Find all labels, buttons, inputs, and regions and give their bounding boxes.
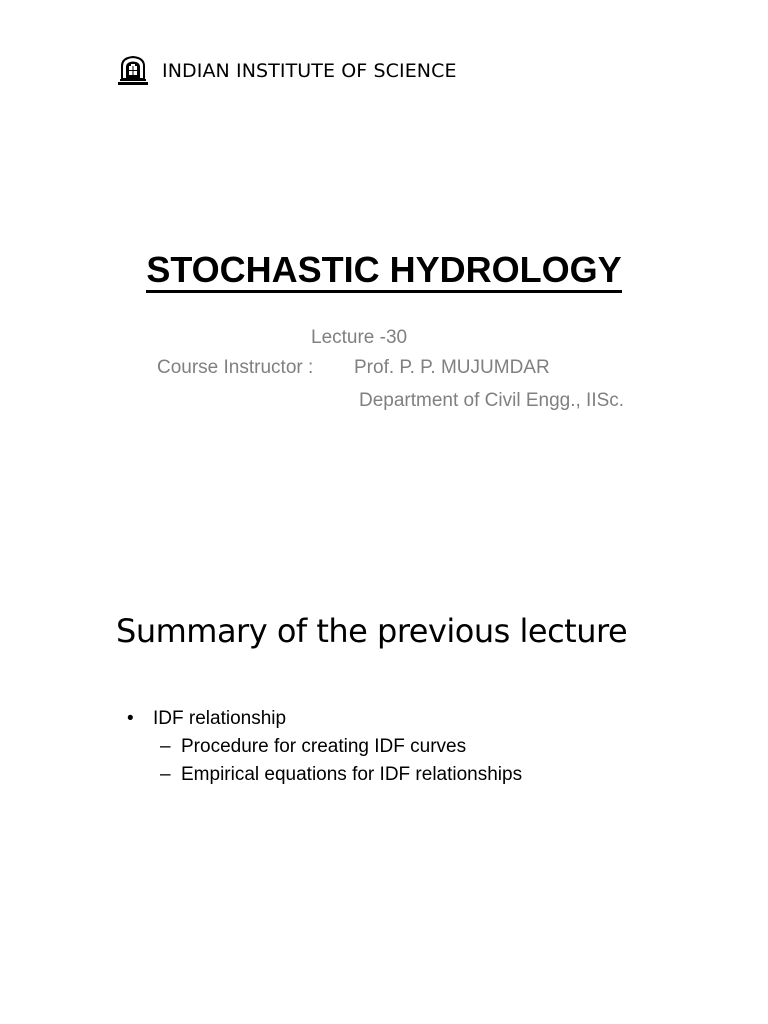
summary-list <box>127 705 522 789</box>
instructor-label: Course Instructor : <box>157 357 314 378</box>
sub-list-item <box>160 733 522 761</box>
sub-list-item <box>160 761 522 789</box>
bullet-row <box>127 705 522 733</box>
list-item-text: IDF relationship <box>153 708 287 729</box>
department-name: Department of Civil Engg., IISc. <box>359 390 625 411</box>
bullet-icon: • <box>127 708 134 729</box>
dash-icon: – <box>160 764 171 785</box>
dash-icon: – <box>160 736 171 757</box>
sub-list <box>127 733 522 789</box>
sub-list-item-text: Procedure for creating IDF curves <box>181 736 467 757</box>
page-title <box>0 248 768 293</box>
instructor-name: Prof. P. P. MUJUMDAR <box>354 357 550 378</box>
page-title-text: STOCHASTIC HYDROLOGY <box>146 250 621 293</box>
institute-name: INDIAN INSTITUTE OF SCIENCE <box>162 60 457 82</box>
summary-heading: Summary of the previous lecture <box>116 612 628 650</box>
sub-list-item-text: Empirical equations for IDF relationships <box>181 764 523 785</box>
institute-emblem-icon <box>116 54 150 88</box>
institute-header <box>116 54 457 88</box>
list-item <box>127 705 522 789</box>
lecture-number: Lecture -30 <box>311 327 408 348</box>
